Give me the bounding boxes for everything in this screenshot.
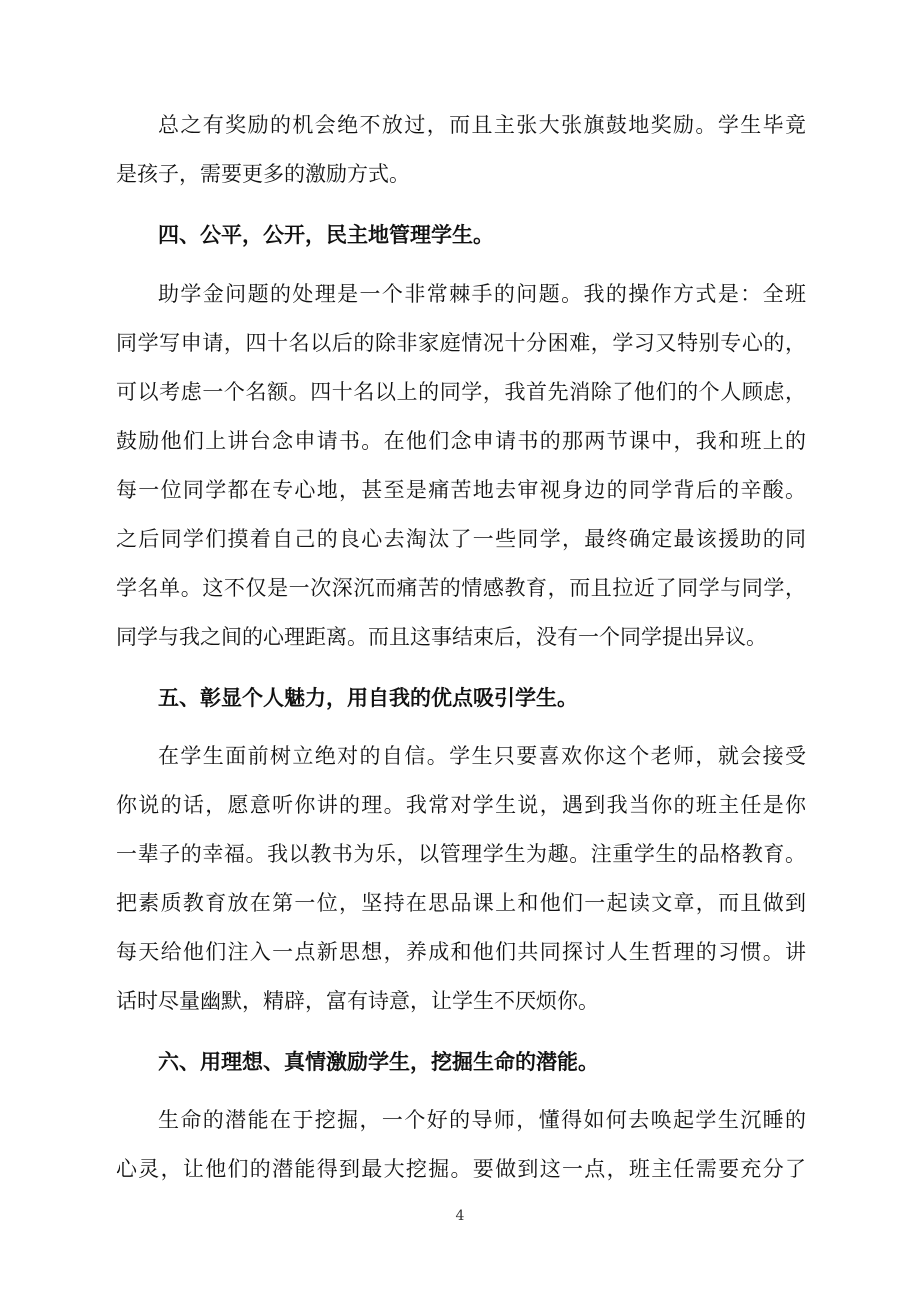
paragraph-line: 之后同学们摸着自己的良心去淘汰了一些同学，最终确定最该援助的同 — [116, 527, 806, 551]
paragraph-line: 总之有奖励的机会绝不放过，而且主张大张旗鼓地奖励。学生毕竟 — [158, 113, 806, 137]
paragraph-line: 同学写申请，四十名以后的除非家庭情况十分困难，学习又特别专心的， — [116, 331, 806, 355]
page-number: 4 — [455, 1208, 465, 1224]
paragraph-line: 助学金问题的处理是一个非常棘手的问题。我的操作方式是：全班 — [158, 282, 806, 306]
paragraph-line: 把素质教育放在第一位，坚持在思品课上和他们一起读文章，而且做到 — [116, 891, 806, 915]
paragraph-line: 生命的潜能在于挖掘，一个好的导师，懂得如何去唤起学生沉睡的 — [158, 1108, 806, 1132]
section-heading-4: 四、公平，公开，民主地管理学生。 — [158, 222, 494, 247]
paragraph-line: 话时尽量幽默，精辟，富有诗意，让学生不厌烦你。 — [116, 989, 599, 1013]
paragraph-line: 你说的话，愿意听你讲的理。我常对学生说，遇到我当你的班主任是你 — [116, 793, 806, 817]
section-heading-6: 六、用理想、真情激励学生，挖掘生命的潜能。 — [158, 1049, 599, 1074]
paragraph-line: 鼓励他们上讲台念申请书。在他们念申请书的那两节课中，我和班上的 — [116, 429, 806, 453]
paragraph-line: 学名单。这不仅是一次深沉而痛苦的情感教育，而且拉近了同学与同学， — [116, 576, 806, 600]
paragraph-line: 在学生面前树立绝对的自信。学生只要喜欢你这个老师，就会接受 — [158, 744, 806, 768]
paragraph-line: 可以考虑一个名额。四十名以上的同学，我首先消除了他们的个人顾虑， — [116, 380, 806, 404]
paragraph-line: 一辈子的幸福。我以教书为乐，以管理学生为趣。注重学生的品格教育。 — [116, 842, 806, 866]
paragraph-line: 心灵，让他们的潜能得到最大挖掘。要做到这一点，班主任需要充分了 — [116, 1157, 806, 1181]
paragraph-line: 是孩子，需要更多的激励方式。 — [116, 162, 410, 186]
paragraph-line: 每天给他们注入一点新思想，养成和他们共同探讨人生哲理的习惯。讲 — [116, 940, 806, 964]
paragraph-line: 每一位同学都在专心地，甚至是痛苦地去审视身边的同学背后的辛酸。 — [116, 478, 806, 502]
paragraph-line: 同学与我之间的心理距离。而且这事结束后，没有一个同学提出异议。 — [116, 625, 767, 649]
section-heading-5: 五、彰显个人魅力，用自我的优点吸引学生。 — [158, 685, 578, 710]
